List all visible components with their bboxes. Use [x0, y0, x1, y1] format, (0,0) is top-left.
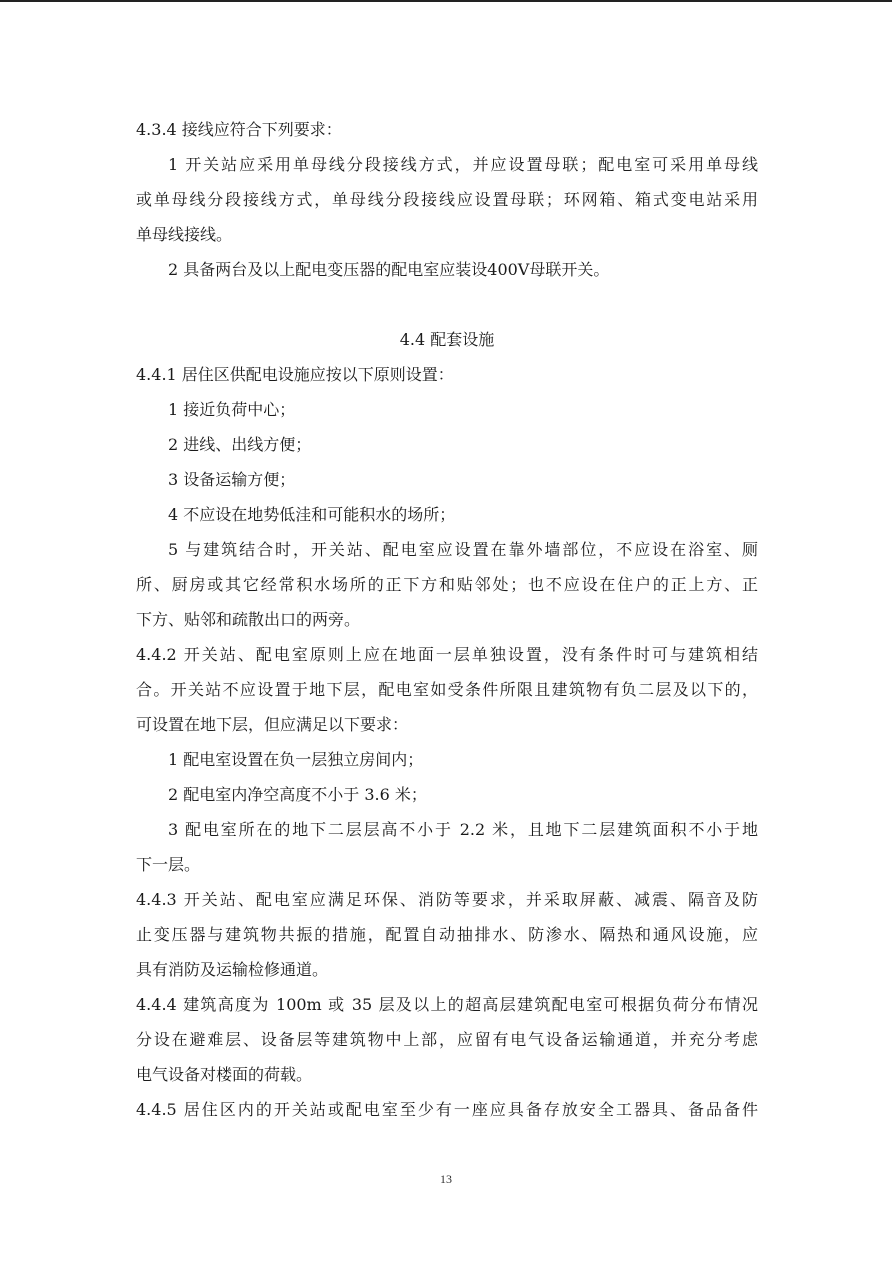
- paragraph-line: 2 具备两台及以上配电变压器的配电室应装设400V母联开关。: [168, 260, 610, 279]
- paragraph-line: 下一层。: [136, 855, 201, 874]
- paragraph-line: 分设在避难层、设备层等建筑物中上部，应留有电气设备运输通道，并充分考虑: [136, 1030, 758, 1049]
- document-body: [136, 112, 758, 1127]
- paragraph-line: 电气设备对楼面的荷载。: [136, 1065, 313, 1084]
- paragraph-line: 单母线接线。: [136, 225, 233, 244]
- list-item: 2 配电室内净空高度不小于 3.6 米；: [168, 785, 427, 804]
- paragraph-line: 止变压器与建筑物共振的措施，配置自动抽排水、防渗水、隔热和通风设施，应: [136, 925, 758, 944]
- page-number: 13: [440, 1172, 452, 1186]
- paragraph-line: 1 开关站应采用单母线分段接线方式，并应设置母联；配电室可采用单母线: [168, 155, 758, 174]
- list-item: 3 配电室所在的地下二层层高不小于 2.2 米，且地下二层建筑面积不小于地: [168, 820, 758, 839]
- paragraph-line: 下方、贴邻和疏散出口的两旁。: [136, 610, 361, 629]
- clause-4-4-3-heading: 4.4.3 开关站、配电室应满足环保、消防等要求，并采取屏蔽、减震、隔音及防: [136, 890, 758, 909]
- section-spacer: [136, 287, 758, 322]
- list-item: 2 进线、出线方便；: [168, 435, 312, 454]
- clause-4-4-4-heading: 4.4.4 建筑高度为 100m 或 35 层及以上的超高层建筑配电室可根据负荷分布情况: [136, 995, 758, 1014]
- paragraph-line: 可设置在地下层，但应满足以下要求：: [136, 715, 409, 734]
- paragraph-line: 合。开关站不应设置于地下层，配电室如受条件所限且建筑物有负二层及以下的，: [136, 680, 758, 699]
- list-item: 1 接近负荷中心；: [168, 400, 296, 419]
- list-item: 3 设备运输方便；: [168, 470, 296, 489]
- list-item: 5 与建筑结合时，开关站、配电室应设置在靠外墙部位，不应设在浴室、厕: [168, 540, 758, 559]
- section-title: 4.4 配套设施: [399, 330, 495, 349]
- clause-4-4-1-heading: 4.4.1 居住区供配电设施应按以下原则设置：: [136, 365, 454, 384]
- paragraph-line: 或单母线分段接线方式，单母线分段接线应设置母联；环网箱、箱式变电站采用: [136, 190, 758, 209]
- clause-4-3-4-heading: 4.3.4 接线应符合下列要求：: [136, 120, 342, 139]
- list-item: 1 配电室设置在负一层独立房间内；: [168, 750, 424, 769]
- paragraph-line: 具有消防及运输检修通道。: [136, 960, 329, 979]
- top-border-rule: [0, 0, 892, 2]
- paragraph-line: 所、厨房或其它经常积水场所的正下方和贴邻处；也不应设在住户的正上方、正: [136, 575, 758, 594]
- clause-4-4-5-heading: 4.4.5 居住区内的开关站或配电室至少有一座应具备存放安全工器具、备品备件: [136, 1100, 758, 1119]
- list-item: 4 不应设在地势低洼和可能积水的场所；: [168, 505, 456, 524]
- clause-4-4-2-heading: 4.4.2 开关站、配电室原则上应在地面一层单独设置，没有条件时可与建筑相结: [136, 645, 758, 664]
